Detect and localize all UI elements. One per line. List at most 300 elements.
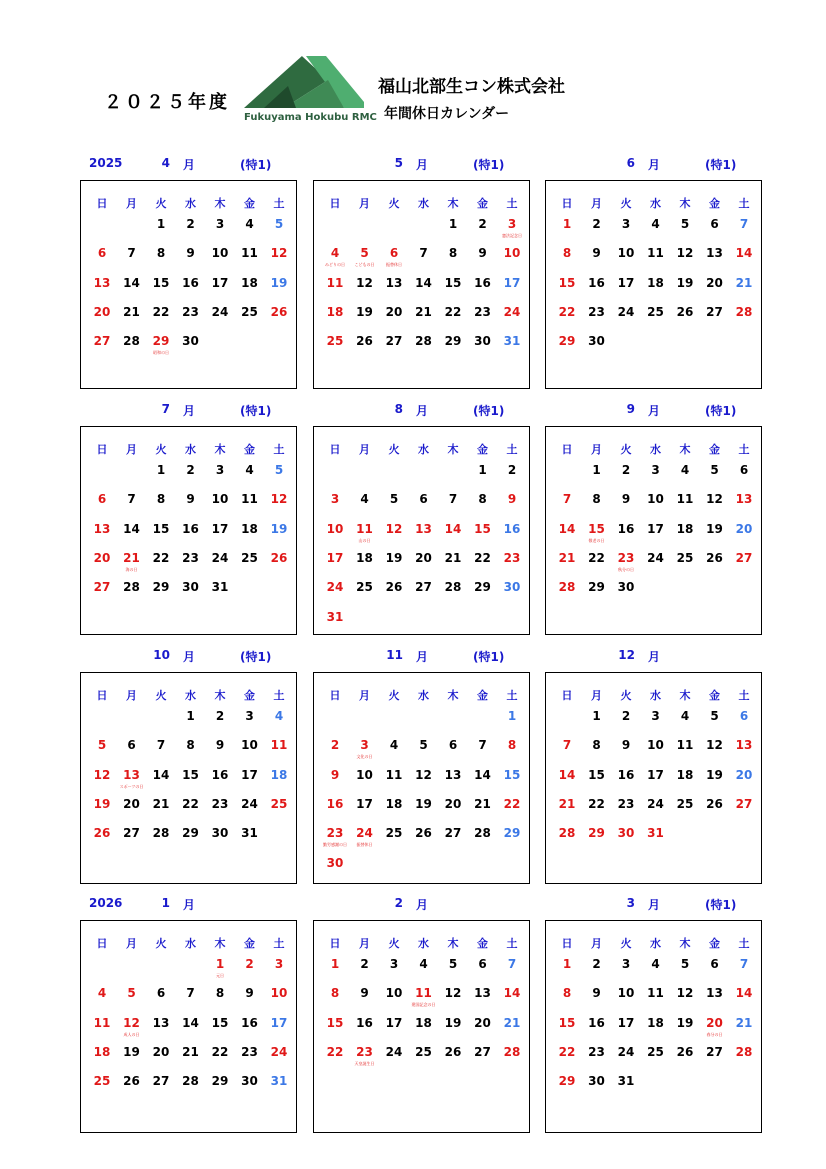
day-cell: 8 [156,492,166,507]
day-cell: 3 [389,957,399,971]
day-cell: 8 [592,738,601,753]
day-cell: 27 [93,580,111,595]
month-suffix: 月 [648,898,661,912]
weekday-header: 火 [620,689,632,702]
day-cell: 5 [274,217,284,231]
weekday-header: 火 [155,197,167,210]
day-cell: 20 [415,550,432,565]
day-cell: 7 [562,492,572,507]
day-cell: 1 [448,217,458,231]
day-cell: 17 [356,796,373,811]
day-cell: 17 [617,1015,635,1030]
month-suffix: 月 [416,650,429,664]
day-cell: 2 [186,463,195,477]
day-cell: 6 [478,957,487,971]
month-suffix: 月 [183,898,196,912]
day-cell: 24 [647,796,664,811]
day-cell: 2 [621,709,631,723]
holiday-note: 海の日 [125,566,138,572]
day-cell: 29 [503,826,521,841]
day-cell: 18 [241,275,258,290]
day-cell: 22 [558,1044,576,1059]
day-cell: 12 [270,246,288,261]
weekday-header: 月 [591,937,602,950]
calendar-subtitle: 年間休日カレンダー [384,106,510,122]
weekday-header: 日 [329,443,341,456]
day-cell: 30 [326,855,344,870]
weekday-header: 月 [359,689,370,702]
day-cell: 11 [385,767,403,782]
day-cell: 13 [415,521,432,536]
weekday-header: 土 [506,937,518,950]
day-cell: 3 [360,738,369,753]
day-cell: 26 [356,334,373,349]
month-number: 1 [161,896,170,910]
weekday-header: 火 [388,937,400,950]
day-cell: 18 [241,521,258,536]
day-cell: 16 [503,521,521,536]
day-cell: 23 [211,796,229,811]
day-cell: 7 [562,738,572,753]
day-cell: 4 [245,463,254,477]
day-cell: 1 [215,957,225,971]
day-cell: 17 [241,767,258,782]
day-cell: 21 [444,550,462,565]
day-cell: 29 [474,580,491,595]
day-cell: 9 [507,492,517,507]
day-cell: 5 [97,738,107,753]
day-cell: 19 [356,304,373,319]
day-cell: 16 [588,275,605,290]
weekday-header: 火 [155,443,167,456]
day-cell: 12 [93,767,111,782]
weekday-header: 火 [155,937,167,950]
day-cell: 1 [507,709,517,723]
weekday-header: 木 [679,443,691,456]
day-cell: 18 [415,1015,432,1030]
weekday-header: 月 [359,197,370,210]
day-cell: 9 [330,767,340,782]
day-cell: 27 [385,334,403,349]
day-cell: 7 [419,246,428,261]
month-suffix: 月 [183,158,196,172]
day-cell: 23 [588,1044,605,1059]
day-cell: 17 [647,767,664,782]
day-cell: 7 [127,492,136,507]
special-holiday-label: (特1) [705,898,737,912]
day-cell: 21 [123,550,140,565]
day-cell: 18 [270,767,288,782]
month-label [80,896,310,914]
day-cell: 6 [710,957,719,971]
weekday-header: 日 [561,689,573,702]
day-cell: 22 [474,550,491,565]
day-cell: 4 [651,957,660,971]
day-cell: 5 [710,463,719,477]
day-cell: 22 [588,796,605,811]
day-cell: 4 [97,986,107,1001]
month-number: 8 [394,402,403,416]
day-cell: 26 [270,550,288,565]
day-cell: 15 [503,767,521,782]
weekday-header: 日 [96,937,108,950]
day-cell: 11 [676,492,694,507]
weekday-header: 金 [244,197,255,210]
weekday-header: 月 [126,937,137,950]
day-cell: 9 [245,986,254,1001]
day-cell: 6 [739,709,749,723]
day-cell: 3 [215,463,225,477]
day-cell: 11 [93,1015,111,1030]
day-cell: 6 [97,492,107,507]
day-cell: 9 [621,738,631,753]
day-cell: 12 [356,275,373,290]
day-cell: 23 [474,304,491,319]
day-cell: 22 [152,304,170,319]
day-cell: 16 [356,1015,373,1030]
weekday-header: 土 [738,937,750,950]
weekday-header: 火 [155,689,167,702]
day-cell: 28 [558,580,576,595]
holiday-note: 秋分の日 [618,566,634,572]
weekday-header: 日 [96,443,108,456]
day-cell: 24 [503,304,521,319]
weekday-header: 水 [650,197,661,210]
day-cell: 22 [211,1044,229,1059]
weekday-header: 火 [620,443,632,456]
special-holiday-label: (特1) [473,158,505,172]
day-cell: 29 [152,580,170,595]
month-number: 2 [394,896,403,910]
holiday-note: こどもの日 [354,262,375,268]
day-cell: 29 [152,334,170,349]
day-cell: 14 [474,767,491,782]
day-cell: 24 [356,826,373,841]
day-cell: 19 [415,796,432,811]
day-cell: 13 [385,275,403,290]
weekday-header: 水 [185,197,196,210]
day-cell: 15 [588,521,605,536]
holiday-note: 振替休日 [386,262,402,268]
day-cell: 10 [211,492,229,507]
weekday-header: 土 [506,689,518,702]
month-number: 12 [618,648,635,662]
day-cell: 6 [419,492,428,507]
holiday-note: 山の日 [358,537,371,543]
weekday-header: 日 [561,443,573,456]
day-cell: 12 [676,246,694,261]
day-cell: 3 [330,492,340,507]
day-cell: 5 [419,738,428,753]
month-suffix: 月 [648,158,661,172]
holiday-note: 春分の日 [706,1031,723,1037]
holiday-note: 振替休日 [356,842,373,848]
day-cell: 17 [503,275,521,290]
month-grid [80,426,297,635]
day-cell: 24 [617,304,635,319]
day-cell: 10 [270,986,288,1001]
day-cell: 31 [211,580,229,595]
day-cell: 11 [241,246,258,261]
weekday-header: 火 [620,197,632,210]
day-cell: 10 [326,521,344,536]
day-cell: 14 [558,521,576,536]
day-cell: 4 [389,738,399,753]
logo-text: Fukuyama Hokubu RMC [244,112,377,123]
month-suffix: 月 [648,650,661,664]
day-cell: 28 [152,826,170,841]
day-cell: 1 [330,957,340,971]
day-cell: 15 [444,275,462,290]
day-cell: 31 [647,826,664,841]
weekday-header: 月 [359,937,370,950]
holiday-note: 憲法記念日 [502,233,522,238]
day-cell: 6 [710,217,719,231]
day-cell: 9 [360,986,369,1001]
day-cell: 8 [186,738,195,753]
weekday-header: 金 [244,689,255,702]
day-cell: 25 [647,1044,664,1059]
day-cell: 29 [588,580,605,595]
day-cell: 23 [182,304,199,319]
month-grid [313,180,530,389]
weekday-header: 水 [418,937,429,950]
day-cell: 17 [326,550,344,565]
day-cell: 8 [448,246,458,261]
day-cell: 5 [680,957,690,971]
day-cell: 20 [93,304,111,319]
day-cell: 13 [474,986,491,1001]
day-cell: 19 [270,521,288,536]
day-cell: 13 [735,738,753,753]
weekday-header: 金 [709,197,720,210]
weekday-header: 金 [709,937,720,950]
day-cell: 20 [152,1044,170,1059]
day-cell: 20 [735,521,753,536]
day-cell: 14 [123,275,140,290]
day-cell: 14 [415,275,432,290]
weekday-header: 月 [359,443,370,456]
day-cell: 23 [617,796,635,811]
month-suffix: 月 [648,404,661,418]
month-suffix: 月 [183,650,196,664]
day-cell: 20 [123,796,140,811]
day-cell: 26 [676,1044,694,1059]
month-grid [313,920,530,1133]
day-cell: 16 [588,1015,605,1030]
special-holiday-label: (特1) [705,404,737,418]
day-cell: 25 [415,1044,432,1059]
day-cell: 3 [245,709,254,723]
day-cell: 5 [360,246,369,261]
day-cell: 23 [241,1044,258,1059]
month-number: 7 [161,402,170,416]
day-cell: 2 [360,957,369,971]
day-cell: 10 [385,986,403,1001]
day-cell: 29 [211,1074,229,1089]
month-number: 9 [626,402,635,416]
day-cell: 25 [270,796,288,811]
weekday-header: 月 [591,197,602,210]
day-cell: 22 [152,550,170,565]
day-cell: 4 [680,709,690,723]
day-cell: 30 [474,334,491,349]
holiday-note: 勤労感謝の日 [323,842,347,848]
day-cell: 7 [739,217,749,231]
day-cell: 8 [507,738,517,753]
day-cell: 22 [326,1044,344,1059]
day-cell: 23 [588,304,605,319]
day-cell: 17 [211,275,229,290]
day-cell: 29 [182,826,199,841]
weekday-header: 水 [185,937,196,950]
weekday-header: 火 [388,197,400,210]
month-grid [313,672,530,884]
weekday-header: 水 [650,443,661,456]
day-cell: 9 [215,738,225,753]
day-cell: 2 [186,217,195,231]
day-cell: 10 [356,767,373,782]
day-cell: 3 [215,217,225,231]
day-cell: 12 [676,986,694,1001]
day-cell: 24 [270,1044,288,1059]
special-holiday-label: (特1) [705,158,737,172]
holiday-note: 敬老の日 [588,537,605,543]
holiday-note: 昭和の日 [153,350,169,356]
day-cell: 1 [592,463,601,477]
day-cell: 6 [156,986,166,1001]
weekday-header: 土 [506,197,518,210]
day-cell: 28 [182,1074,199,1089]
day-cell: 25 [385,826,403,841]
day-cell: 14 [182,1015,199,1030]
weekday-header: 木 [447,689,459,702]
day-cell: 23 [617,550,635,565]
day-cell: 24 [385,1044,403,1059]
day-cell: 18 [356,550,373,565]
day-cell: 10 [503,246,521,261]
day-cell: 9 [478,246,487,261]
day-cell: 8 [478,492,487,507]
month-suffix: 月 [416,404,429,418]
day-cell: 14 [152,767,170,782]
logo-mountain-icon [244,54,364,110]
day-cell: 27 [735,796,753,811]
day-cell: 4 [245,217,254,231]
weekday-header: 木 [447,197,459,210]
day-cell: 26 [93,826,111,841]
day-cell: 27 [706,1044,723,1059]
month-label [313,402,543,420]
weekday-header: 火 [388,689,400,702]
day-cell: 28 [415,334,432,349]
month-label [313,648,543,666]
day-cell: 15 [474,521,491,536]
weekday-header: 金 [709,689,720,702]
holiday-note: スポーツの日 [119,783,144,789]
day-cell: 27 [123,826,140,841]
day-cell: 13 [152,1015,170,1030]
weekday-header: 日 [96,197,108,210]
day-cell: 7 [448,492,458,507]
day-cell: 15 [152,521,170,536]
day-cell: 23 [182,550,199,565]
day-cell: 1 [156,463,166,477]
month-number: 6 [626,156,635,170]
day-cell: 13 [444,767,462,782]
day-cell: 4 [274,709,284,723]
day-cell: 30 [211,826,229,841]
weekday-header: 日 [329,197,341,210]
special-holiday-label: (特1) [240,650,272,664]
day-cell: 19 [385,550,403,565]
day-cell: 7 [156,738,166,753]
day-cell: 10 [211,246,229,261]
day-cell: 25 [676,796,694,811]
weekday-header: 木 [214,443,226,456]
holiday-note: 天皇誕生日 [354,1060,375,1066]
day-cell: 19 [444,1015,462,1030]
day-cell: 13 [706,246,723,261]
day-cell: 24 [326,580,344,595]
day-cell: 29 [588,826,605,841]
weekday-header: 水 [418,443,429,456]
day-cell: 26 [706,550,723,565]
day-cell: 12 [444,986,462,1001]
day-cell: 2 [215,709,225,723]
day-cell: 12 [706,738,723,753]
day-cell: 8 [330,986,340,1001]
weekday-header: 土 [273,197,285,210]
day-cell: 22 [182,796,199,811]
day-cell: 11 [676,738,694,753]
weekday-header: 火 [388,443,400,456]
month-label [545,648,775,666]
day-cell: 28 [503,1044,521,1059]
day-cell: 3 [651,709,660,723]
day-cell: 25 [647,304,664,319]
weekday-header: 土 [738,197,750,210]
day-cell: 14 [123,521,140,536]
day-cell: 11 [326,275,344,290]
day-cell: 8 [562,986,572,1001]
day-cell: 16 [211,767,229,782]
day-cell: 10 [647,492,664,507]
day-cell: 15 [182,767,199,782]
day-cell: 28 [735,304,753,319]
day-cell: 31 [503,334,521,349]
day-cell: 30 [588,1074,605,1089]
day-cell: 24 [211,550,229,565]
day-cell: 20 [706,275,723,290]
day-cell: 13 [93,275,111,290]
day-cell: 19 [270,275,288,290]
day-cell: 28 [123,580,140,595]
day-cell: 8 [562,246,572,261]
day-cell: 15 [558,1015,576,1030]
day-cell: 30 [182,580,199,595]
month-label [80,648,310,666]
weekday-header: 金 [244,443,255,456]
day-cell: 19 [706,521,723,536]
day-cell: 20 [93,550,111,565]
day-cell: 4 [360,492,369,507]
day-cell: 20 [385,304,403,319]
day-cell: 30 [617,580,635,595]
day-cell: 25 [356,580,373,595]
month-grid [80,920,297,1133]
day-cell: 18 [385,796,403,811]
